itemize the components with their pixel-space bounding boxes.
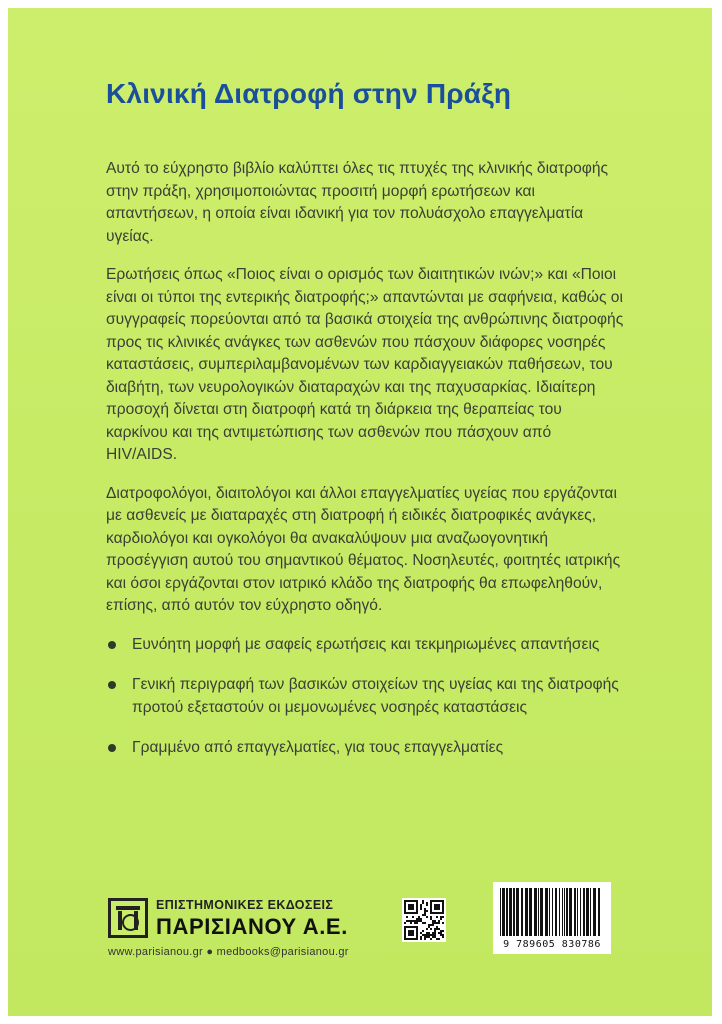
qr-code-icon (402, 898, 446, 942)
publisher-contact: www.parisianou.gr ● medbooks@parisianou.gr (108, 946, 349, 958)
book-title: Κλινική Διατροφή στην Πράξη (106, 78, 512, 109)
back-cover (8, 8, 712, 1016)
bullet-icon (108, 744, 116, 752)
paragraph-intro: Αυτό το εύχρηστο βιβλίο καλύπτει όλες τις πτυχές της κλινικής διατροφής στην πράξη, χρησιμοποιώντας προσιτή μορφή ερωτήσεων και απαντήσεων, η οποία είναι ιδανική για τον πολυάσχολο επαγγελματία υγείας. (106, 160, 609, 245)
paragraph-questions: Ερωτήσεις όπως «Ποιος είναι ο ορισμός των διαιτητικών ινών;» και «Ποιοι είναι οι τύποι της εντερικής διατροφής;» απαντώνται με σαφήνεια, καθώς οι συγγραφείς πορεύονται από τα βασικά στοιχεία της ανθρώπινης διατροφής προς τις κλινικές ανάγκες των ασθενών που πάσχουν διάφορες νοσηρές καταστάσεις, συμπεριλαμβανομένων των καρδιαγγειακών παθήσεων, του διαβήτη, των νευρολογικών διαταραχών και της παχυσαρκίας. Ιδιαίτερη προσοχή δίνεται στη διατροφή κατά τη διάρκεια της θεραπείας του καρκίνου και της αντιμετώπισης των ασθενών που πάσχουν από HIV/AIDS. (106, 266, 624, 463)
description (106, 158, 626, 778)
paragraph-audience: Διατροφολόγοι, διαιτολόγοι και άλλοι επαγγελματίες υγείας που εργάζονται με ασθενείς με διαταραχές στη διατροφή ή ειδικές διατροφικές ανάγκες, καρδιολόγοι και ογκολόγοι θα ανακαλύψουν μια αναζωογονητική προσέγγιση αυτού του σημαντικού θέματος. Νοσηλευτές, φοιτητές ιατρικής και όσοι εργάζονται στον ιατρικό κλάδο της διατροφής θα επωφεληθούν, επίσης, από αυτόν τον εύχρηστο οδηγό. (106, 484, 621, 614)
publisher-name: ΠΑΡΙΣΙΑΝΟΥ Α.Ε. (156, 914, 348, 939)
bullet-icon (108, 641, 116, 649)
feature-list (106, 634, 626, 760)
isbn-number: 9 789605 830786 (503, 939, 601, 950)
list-item: Γενική περιγραφή των βασικών στοιχείων της υγείας και της διατροφής προτού εξεταστούν οι μεμονωμένες νοσηρές καταστάσεις (106, 674, 626, 719)
publisher-block (108, 896, 378, 966)
publisher-logo-icon (108, 898, 148, 938)
publisher-line1: ΕΠΙΣΤΗΜΟΝΙΚΕΣ ΕΚΔΟΣΕΙΣ (156, 898, 334, 912)
bullet-icon (108, 681, 116, 689)
list-item: Γραμμένο από επαγγελματίες, για τους επαγγελματίες (106, 737, 626, 760)
barcode-icon (493, 882, 611, 954)
list-item: Ευνόητη μορφή με σαφείς ερωτήσεις και τεκμηριωμένες απαντήσεις (106, 634, 626, 657)
